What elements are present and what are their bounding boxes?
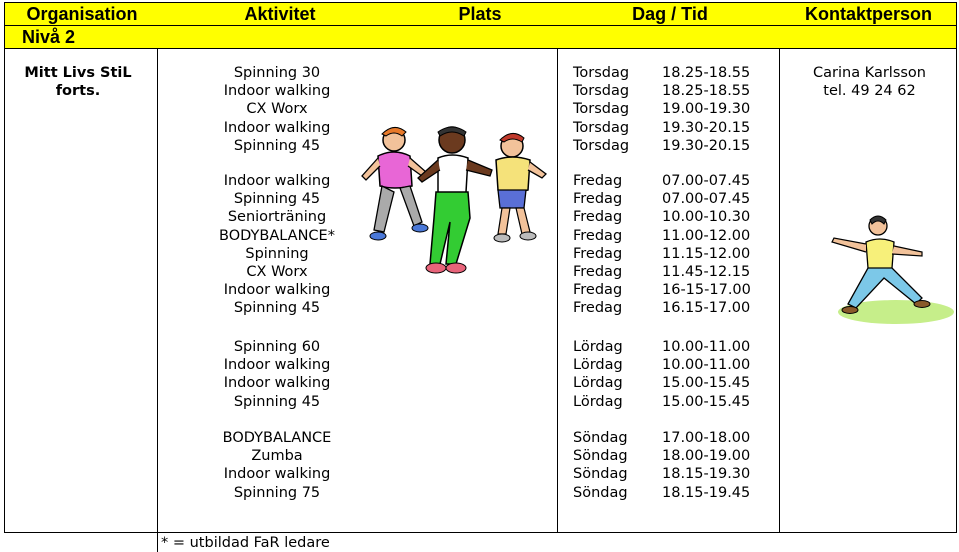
organisation-cont: forts.	[55, 83, 101, 99]
schedule-activity: Spinning 45	[233, 191, 321, 207]
schedule-activity: Spinning	[245, 246, 309, 262]
schedule-activity: Indoor walking	[223, 357, 331, 373]
schedule-time: 10.00-11.00	[662, 357, 751, 373]
schedule-activity: CX Worx	[246, 101, 308, 117]
schedule-time: 19.00-19.30	[662, 101, 751, 117]
schedule-time: 10.00-11.00	[662, 339, 751, 355]
schedule-time: 10.00-10.30	[662, 209, 751, 225]
divider	[557, 48, 558, 533]
schedule-time: 17.00-18.00	[662, 430, 751, 446]
divider	[779, 48, 780, 533]
schedule-day: Lördag	[573, 357, 623, 373]
schedule-activity: CX Worx	[246, 264, 308, 280]
schedule-time: 16.15-17.00	[662, 300, 751, 316]
schedule-day: Fredag	[573, 173, 623, 189]
schedule-activity: BODYBALANCE*	[219, 228, 335, 244]
schedule-time: 15.00-15.45	[662, 375, 751, 391]
footnote: * = utbildad FaR ledare	[161, 535, 330, 551]
schedule-activity: Spinning 45	[233, 138, 321, 154]
schedule-time: 18.15-19.45	[662, 485, 751, 501]
schedule-activity: Seniorträning	[227, 209, 327, 225]
schedule-time: 18.15-19.30	[662, 466, 751, 482]
table-header	[4, 3, 957, 26]
schedule-time: 11.45-12.15	[662, 264, 751, 280]
schedule-activity: Indoor walking	[223, 466, 331, 482]
schedule-activity: Indoor walking	[223, 83, 331, 99]
level-row	[4, 26, 957, 49]
schedule-activity: Indoor walking	[223, 375, 331, 391]
schedule-day: Fredag	[573, 228, 623, 244]
header-contact: Kontaktperson	[804, 4, 932, 24]
schedule-activity: Zumba	[251, 448, 303, 464]
schedule-day: Fredag	[573, 300, 623, 316]
schedule-day: Fredag	[573, 209, 623, 225]
header-day-time: Dag / Tid	[632, 4, 708, 24]
schedule-day: Torsdag	[573, 83, 630, 99]
schedule-day: Torsdag	[573, 120, 630, 136]
schedule-day: Torsdag	[573, 65, 630, 81]
schedule-day: Söndag	[573, 466, 628, 482]
schedule-day: Lördag	[573, 375, 623, 391]
schedule-activity: Spinning 60	[233, 339, 321, 355]
schedule-activity: Spinning 45	[233, 300, 321, 316]
schedule-time: 15.00-15.45	[662, 394, 751, 410]
schedule-day: Fredag	[573, 264, 623, 280]
header-place: Plats	[458, 4, 502, 24]
balance-illustration	[826, 212, 956, 330]
schedule-activity: Indoor walking	[223, 173, 331, 189]
schedule-day: Torsdag	[573, 101, 630, 117]
schedule-time: 18.25-18.55	[662, 83, 751, 99]
schedule-day: Söndag	[573, 448, 628, 464]
schedule-day: Lördag	[573, 394, 623, 410]
schedule-activity: Indoor walking	[223, 120, 331, 136]
walker-right	[494, 133, 546, 242]
schedule-time: 11.00-12.00	[662, 228, 751, 244]
schedule-day: Fredag	[573, 191, 623, 207]
organisation-name: Mitt Livs StiL	[24, 65, 132, 81]
schedule-time: 16-15-17.00	[662, 282, 751, 298]
schedule-time: 07.00-07.45	[662, 191, 751, 207]
contact-name: Carina Karlsson	[813, 65, 926, 81]
schedule-day: Torsdag	[573, 138, 630, 154]
contact-phone: tel. 49 24 62	[823, 83, 916, 99]
schedule-time: 18.25-18.55	[662, 65, 751, 81]
walkers-illustration	[352, 118, 552, 276]
schedule-activity: BODYBALANCE	[222, 430, 332, 446]
level-label: Nivå 2	[22, 27, 76, 47]
schedule-activity: Spinning 75	[233, 485, 321, 501]
schedule-day: Fredag	[573, 246, 623, 262]
schedule-time: 18.00-19.00	[662, 448, 751, 464]
schedule-time: 19.30-20.15	[662, 138, 751, 154]
schedule-time: 11.15-12.00	[662, 246, 751, 262]
schedule-activity: Spinning 30	[233, 65, 321, 81]
schedule-activity: Indoor walking	[223, 282, 331, 298]
schedule-day: Söndag	[573, 430, 628, 446]
header-activity: Aktivitet	[244, 4, 316, 24]
schedule-time: 07.00-07.45	[662, 173, 751, 189]
header-organisation: Organisation	[26, 4, 138, 24]
walker-center	[418, 127, 492, 273]
schedule-time: 19.30-20.15	[662, 120, 751, 136]
schedule-day: Fredag	[573, 282, 623, 298]
schedule-day: Lördag	[573, 339, 623, 355]
schedule-day: Söndag	[573, 485, 628, 501]
schedule-activity: Spinning 45	[233, 394, 321, 410]
walker-left	[362, 127, 428, 240]
